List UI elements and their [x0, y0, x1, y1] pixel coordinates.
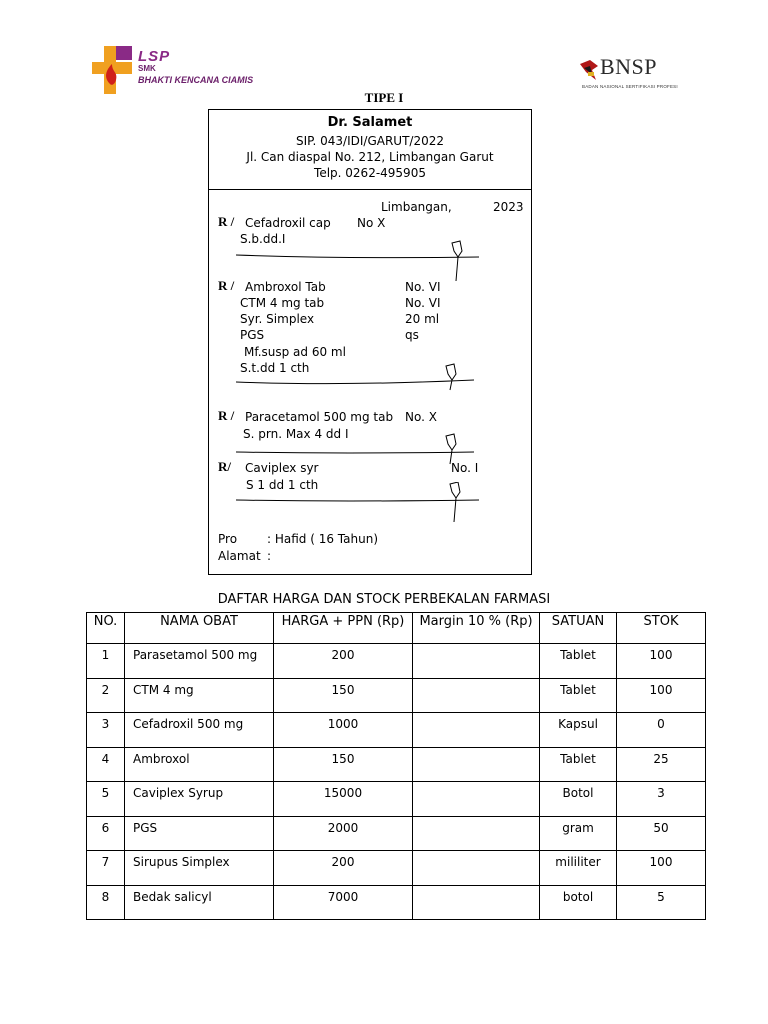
cell-margin: [413, 851, 540, 886]
cell-price: 2000: [274, 816, 413, 851]
doctor-name: Dr. Salamet: [327, 115, 413, 130]
cell-stock: 100: [617, 678, 706, 713]
cell-drug-name: Cefadroxil 500 mg: [125, 713, 274, 748]
r2-sig: S.t.dd 1 cth: [240, 361, 310, 375]
cell-drug-name: PGS: [125, 816, 274, 851]
r3-qty: No. X: [405, 410, 437, 424]
column-header: NO.: [87, 613, 125, 644]
cell-drug-name: Parasetamol 500 mg: [125, 644, 274, 679]
cell-stock: 25: [617, 747, 706, 782]
column-header: STOK: [617, 613, 706, 644]
cell-price: 7000: [274, 885, 413, 920]
cell-margin: [413, 782, 540, 817]
r2-item-qty: qs: [405, 328, 419, 342]
cell-no: 5: [87, 782, 125, 817]
signature-paraf-icon: [234, 482, 484, 530]
bnsp-emblem-icon: [578, 58, 600, 84]
cell-stock: 100: [617, 851, 706, 886]
school-name: BHAKTI KENCANA CIAMIS: [138, 75, 254, 85]
r2-item-name: Ambroxol Tab: [245, 280, 326, 294]
cell-unit: Tablet: [540, 644, 617, 679]
r2-item-name: CTM 4 mg tab: [240, 296, 325, 310]
address-value: :: [267, 549, 272, 563]
r2-mf: Mf.susp ad 60 ml: [244, 345, 346, 359]
header-divider: [209, 189, 531, 190]
cell-drug-name: Ambroxol: [125, 747, 274, 782]
table-row: [87, 782, 706, 817]
cell-price: 15000: [274, 782, 413, 817]
cell-margin: [413, 644, 540, 679]
column-header: SATUAN: [540, 613, 617, 644]
cell-unit: gram: [540, 816, 617, 851]
cell-no: 1: [87, 644, 125, 679]
table-row: [87, 816, 706, 851]
r1-qty: No X: [357, 216, 386, 230]
cell-stock: 50: [617, 816, 706, 851]
cell-unit: Tablet: [540, 678, 617, 713]
r4-qty: No. I: [451, 461, 479, 475]
prescription-box: [208, 109, 532, 575]
cell-unit: mililiter: [540, 851, 617, 886]
cell-margin: [413, 747, 540, 782]
r2-item-name: PGS: [240, 328, 265, 342]
prescription-year: 2023: [493, 200, 524, 214]
signature-paraf-icon: [234, 235, 484, 285]
bnsp-subtitle: BADAN NASIONAL SERTIFIKASI PROFESI: [582, 84, 678, 89]
cell-stock: 5: [617, 885, 706, 920]
r1-sig: S.b.dd.I: [240, 232, 286, 246]
table-row: [87, 678, 706, 713]
r4-sig: S 1 dd 1 cth: [246, 478, 319, 492]
patient-label: Pro: [218, 532, 238, 546]
cell-drug-name: Bedak salicyl: [125, 885, 274, 920]
recipe-symbol: R /: [218, 408, 235, 423]
cell-unit: Kapsul: [540, 713, 617, 748]
bnsp-logo-text: BNSP: [600, 54, 658, 79]
cell-unit: Botol: [540, 782, 617, 817]
cell-drug-name: Sirupus Simplex: [125, 851, 274, 886]
cell-margin: [413, 816, 540, 851]
table-row: [87, 713, 706, 748]
cell-price: 150: [274, 678, 413, 713]
cell-margin: [413, 713, 540, 748]
cell-unit: botol: [540, 885, 617, 920]
cell-drug-name: CTM 4 mg: [125, 678, 274, 713]
r3-drug: Paracetamol 500 mg tab: [245, 410, 394, 424]
cell-no: 6: [87, 816, 125, 851]
cell-no: 7: [87, 851, 125, 886]
r2-item-qty: No. VI: [405, 280, 441, 294]
cell-price: 200: [274, 644, 413, 679]
cell-stock: 3: [617, 782, 706, 817]
cell-margin: [413, 885, 540, 920]
table-body: [87, 644, 706, 920]
column-header: NAMA OBAT: [125, 613, 274, 644]
cell-no: 8: [87, 885, 125, 920]
r3-sig: S. prn. Max 4 dd I: [243, 427, 349, 441]
recipe-symbol: R/: [218, 459, 231, 474]
doctor-sip: SIP. 043/IDI/GARUT/2022: [295, 134, 444, 148]
column-header: HARGA + PPN (Rp): [274, 613, 413, 644]
table-row: [87, 885, 706, 920]
table-row: [87, 851, 706, 886]
r1-drug: Cefadroxil cap: [245, 216, 331, 230]
recipe-symbol: R /: [218, 214, 235, 229]
table-title: DAFTAR HARGA DAN STOCK PERBEKALAN FARMASI: [217, 592, 551, 607]
cell-price: 1000: [274, 713, 413, 748]
r2-item-qty: No. VI: [405, 296, 441, 310]
cell-drug-name: Caviplex Syrup: [125, 782, 274, 817]
cell-stock: 100: [617, 644, 706, 679]
lsp-smk-logo: [90, 44, 290, 96]
doctor-phone: Telp. 0262-495905: [314, 166, 426, 180]
cell-unit: Tablet: [540, 747, 617, 782]
table-header-row: [87, 613, 706, 644]
cell-margin: [413, 678, 540, 713]
r2-item-qty: 20 ml: [405, 312, 440, 326]
cell-price: 150: [274, 747, 413, 782]
cell-no: 3: [87, 713, 125, 748]
page-title: TIPE I: [364, 90, 404, 105]
address-label: Alamat: [218, 549, 261, 563]
r4-drug: Caviplex syr: [245, 461, 319, 475]
r2-item-name: Syr. Simplex: [240, 312, 315, 326]
doctor-address: Jl. Can diaspal No. 212, Limbangan Garut: [246, 150, 494, 164]
cell-no: 2: [87, 678, 125, 713]
cell-stock: 0: [617, 713, 706, 748]
column-header: Margin 10 % (Rp): [413, 613, 540, 644]
prescription-place: Limbangan,: [381, 200, 452, 214]
cell-price: 200: [274, 851, 413, 886]
stock-price-table: [86, 612, 706, 920]
signature-paraf-icon: [234, 360, 484, 400]
patient-value: : Hafid ( 16 Tahun): [267, 532, 378, 546]
smk-logo-text: SMK: [138, 64, 156, 73]
table-row: [87, 747, 706, 782]
table-row: [87, 644, 706, 679]
lsp-logo-text: LSP: [138, 48, 171, 65]
cell-no: 4: [87, 747, 125, 782]
recipe-symbol: R /: [218, 278, 235, 293]
